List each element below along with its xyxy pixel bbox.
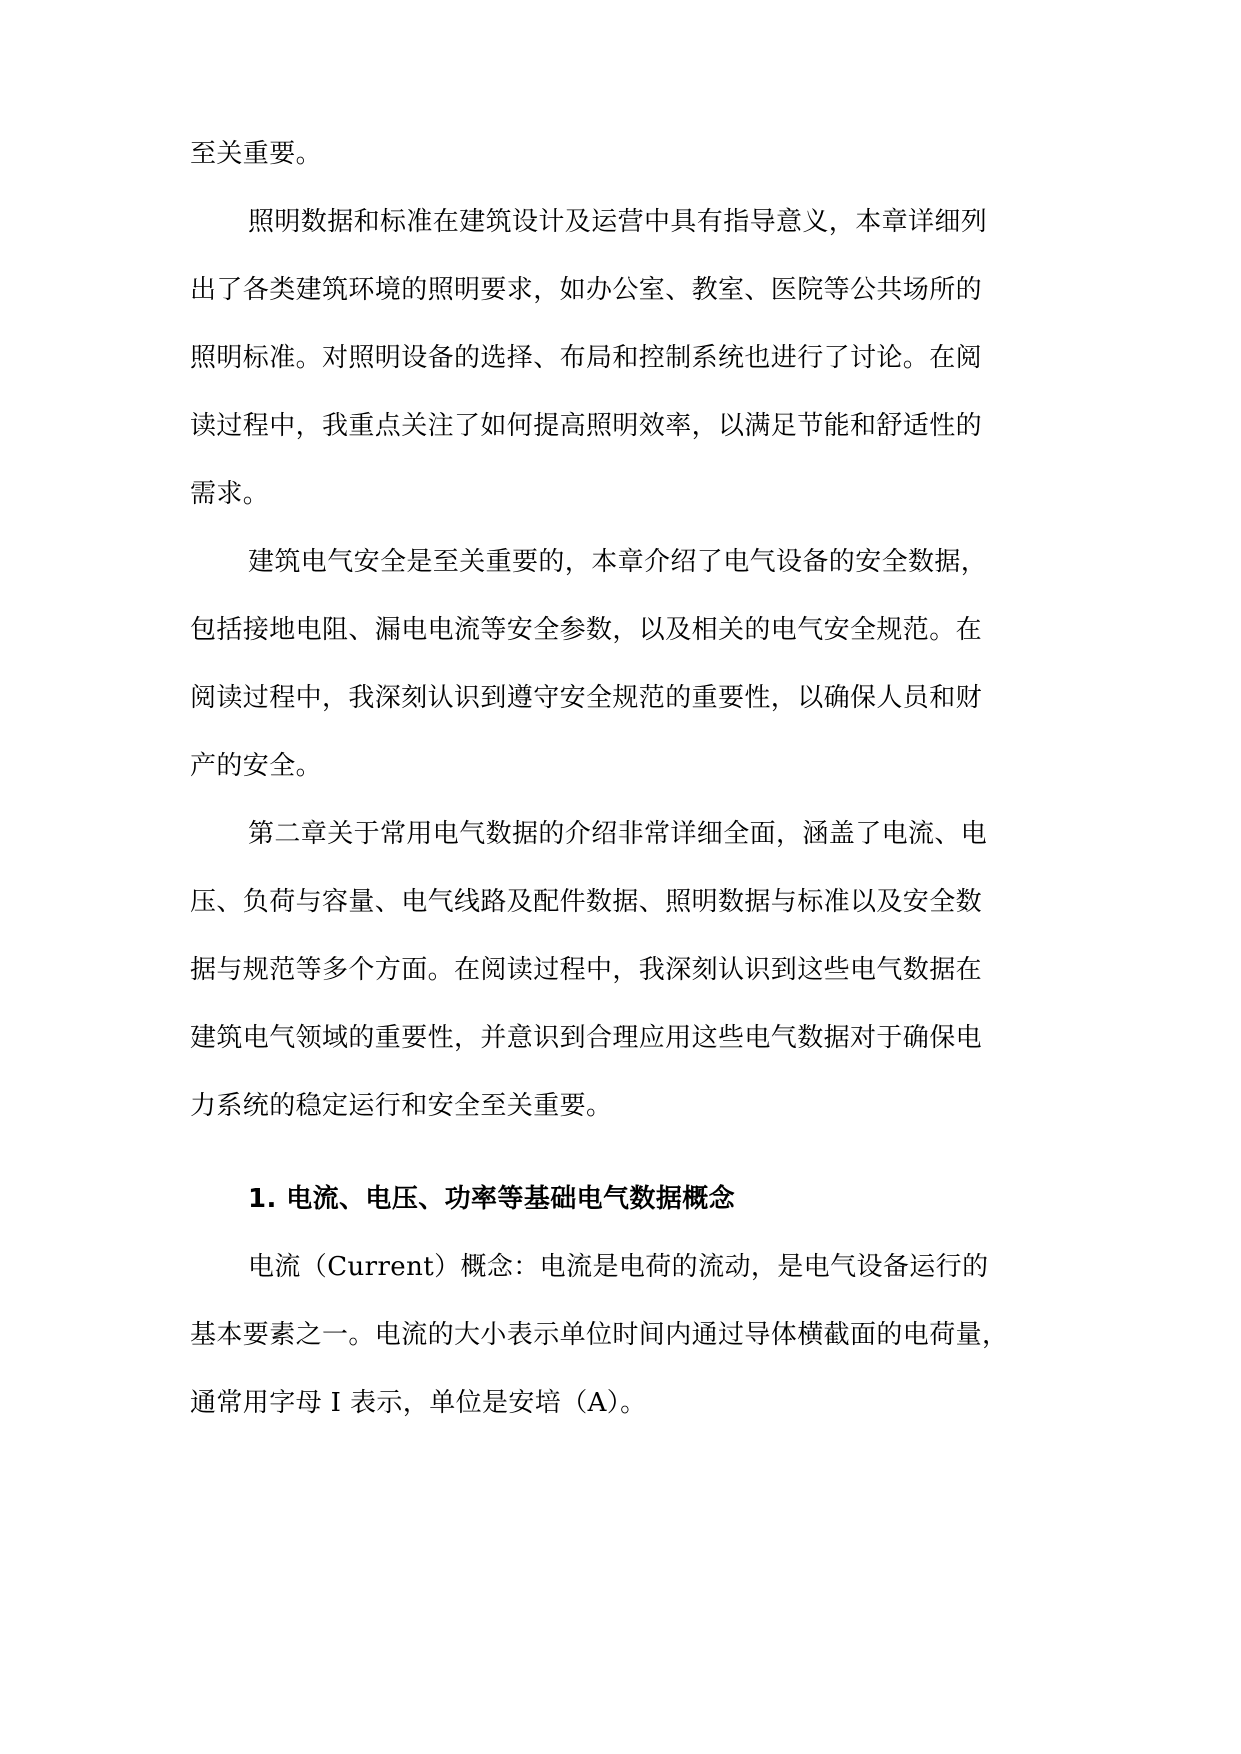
paragraph-line: 基本要素之一。电流的大小表示单位时间内通过导体横截面的电荷量，	[190, 1320, 1009, 1350]
paragraph-line: 据与规范等多个方面。在阅读过程中，我深刻认识到这些电气数据在	[190, 955, 983, 985]
paragraph-line: 通常用字母 I 表示，单位是安培（A）。	[190, 1388, 647, 1418]
paragraph-line: 力系统的稳定运行和安全至关重要。	[190, 1091, 613, 1121]
paragraph-line: 需求。	[190, 479, 270, 509]
paragraph-line: 建筑电气领域的重要性，并意识到合理应用这些电气数据对于确保电	[190, 1023, 983, 1053]
paragraph-line: 第二章关于常用电气数据的介绍非常详细全面，涵盖了电流、电	[248, 819, 988, 849]
paragraph-line: 阅读过程中，我深刻认识到遵守安全规范的重要性，以确保人员和财	[190, 683, 983, 713]
paragraph-line: 建筑电气安全是至关重要的，本章介绍了电气设备的安全数据，	[248, 547, 988, 577]
paragraph-line: 照明数据和标准在建筑设计及运营中具有指导意义，本章详细列	[248, 207, 988, 237]
paragraph-line: 产的安全。	[190, 751, 323, 781]
paragraph-line: 至关重要。	[190, 139, 323, 169]
paragraph-line: 读过程中，我重点关注了如何提高照明效率，以满足节能和舒适性的	[190, 411, 983, 441]
paragraph-line: 照明标准。对照明设备的选择、布局和控制系统也进行了讨论。在阅	[190, 343, 983, 373]
paragraph-line: 出了各类建筑环境的照明要求，如办公室、教室、医院等公共场所的	[190, 275, 983, 305]
paragraph-line: 压、负荷与容量、电气线路及配件数据、照明数据与标准以及安全数	[190, 887, 983, 917]
paragraph-line: 电流（Current）概念：电流是电荷的流动，是电气设备运行的	[248, 1252, 989, 1282]
paragraph-line: 包括接地电阻、漏电电流等安全参数，以及相关的电气安全规范。在	[190, 615, 983, 645]
section-heading: 1. 电流、电压、功率等基础电气数据概念	[248, 1184, 736, 1214]
